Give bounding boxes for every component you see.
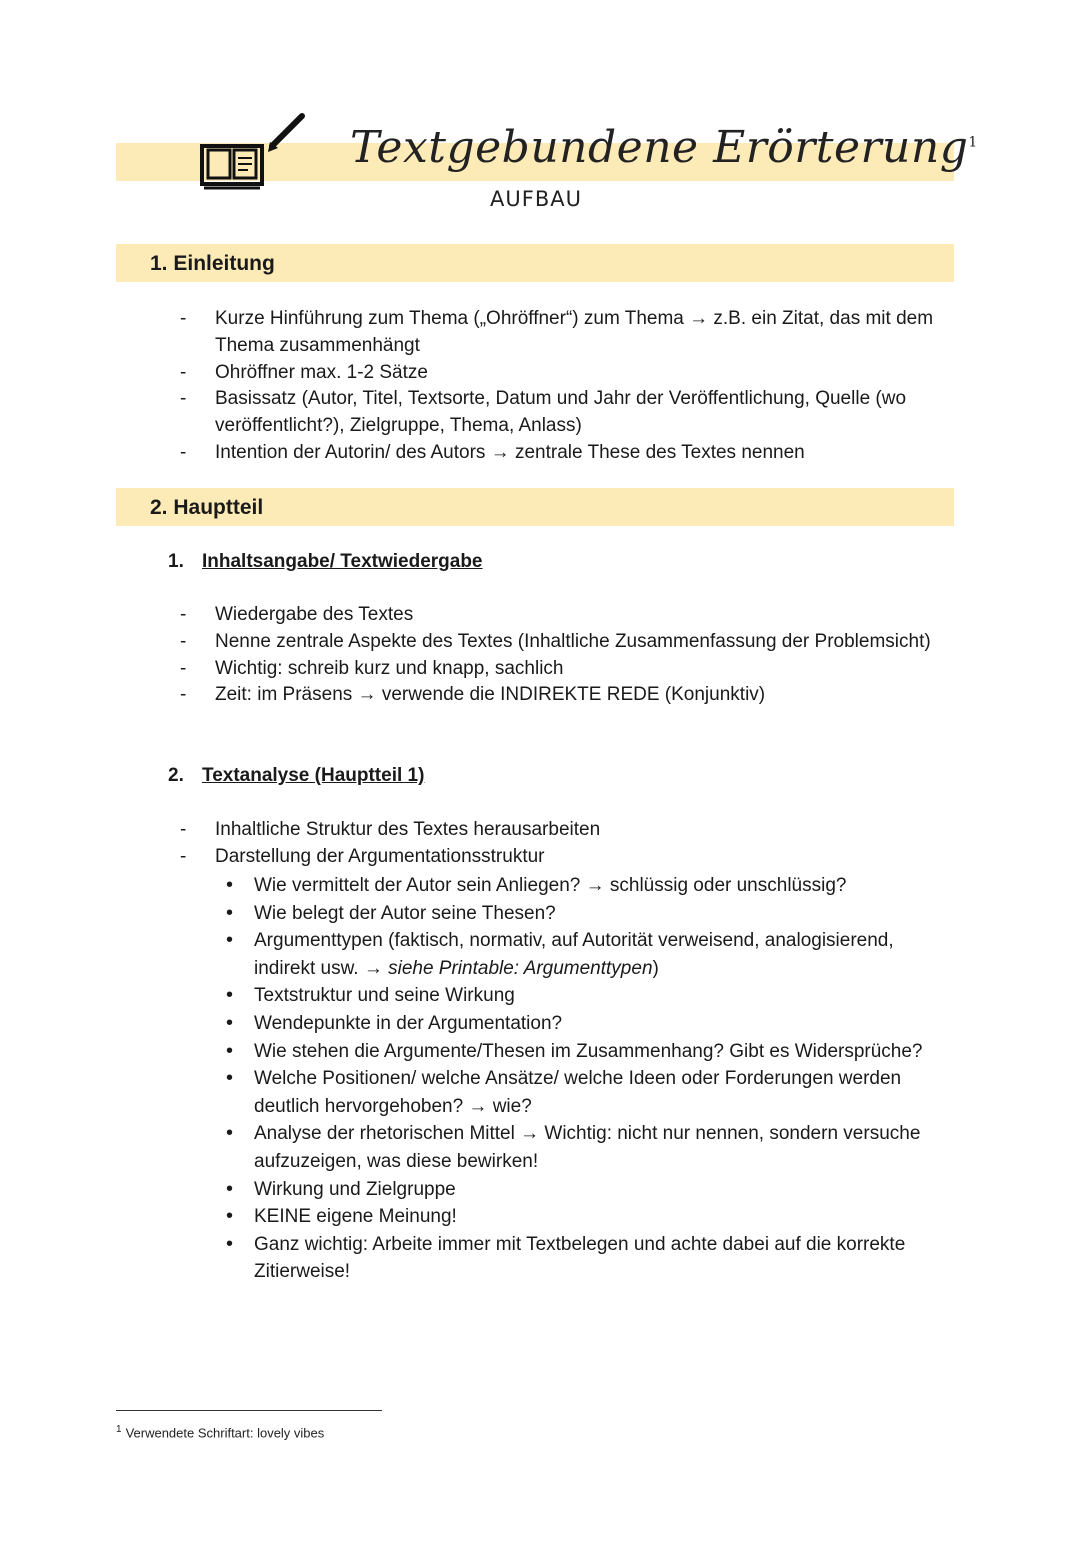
list-item: - Inhaltliche Struktur des Textes herausarbeiten: [180, 817, 950, 844]
bullet-item: • Ganz wichtig: Arbeite immer mit Textbelegen und achte dabei auf die korrekte Zitierweise!: [226, 1231, 956, 1286]
bullet-item: • Welche Positionen/ welche Ansätze/ welche Ideen oder Forderungen werden deutlich hervorgehoben? → wie?: [226, 1065, 956, 1120]
bullet-item: • Wie stehen die Argumente/Thesen im Zusammenhang? Gibt es Widersprüche?: [226, 1038, 956, 1066]
intro-list: [180, 306, 950, 467]
bullet-item: • Wirkung und Zielgruppe: [226, 1176, 956, 1204]
list-item: - Wiedergabe des Textes: [180, 602, 950, 629]
bullet-item: • Wie belegt der Autor seine Thesen?: [226, 900, 956, 928]
bullet-item: • KEINE eigene Meinung!: [226, 1203, 956, 1231]
section-title-intro: 1. Einleitung: [150, 252, 275, 275]
page-subtitle: AUFBAU: [490, 187, 582, 211]
book-pencil-icon: [198, 108, 308, 192]
page-title: Textgebundene Erörterung$^1$: [350, 122, 978, 173]
section-title-main: 2. Hauptteil: [150, 496, 264, 519]
footnote-divider: [116, 1410, 382, 1411]
bullet-item: • Argumenttypen (faktisch, normativ, auf Autorität verweisend, analogisierend, indirekt usw. → siehe Printable: Argumenttypen): [226, 927, 956, 982]
list-item: - Zeit: im Präsens → verwende die INDIREKTE REDE (Konjunktiv): [180, 682, 950, 709]
subsection-title-summary: 1. Inhaltsangabe/ Textwiedergabe: [168, 551, 483, 572]
footnote: $^1$ Verwendete Schriftart: lovely vibes: [116, 1424, 325, 1441]
bullet-item: • Wendepunkte in der Argumentation?: [226, 1010, 956, 1038]
list-item: - Basissatz (Autor, Titel, Textsorte, Datum und Jahr der Veröffentlichung, Quelle (wo veröffentlicht?), Zielgruppe, Thema, Anlass): [180, 386, 950, 440]
list-item: - Intention der Autorin/ des Autors → zentrale These des Textes nennen: [180, 440, 950, 467]
analysis-bullets: [226, 872, 956, 1286]
subsection-title-analysis: 2. Textanalyse (Hauptteil 1): [168, 765, 425, 786]
list-item: - Kurze Hinführung zum Thema („Ohröffner“) zum Thema → z.B. ein Zitat, das mit dem Thema zusammenhängt: [180, 306, 950, 360]
bullet-item: • Wie vermittelt der Autor sein Anliegen? → schlüssig oder unschlüssig?: [226, 872, 956, 900]
summary-list: [180, 602, 950, 709]
list-item: - Darstellung der Argumentationsstruktur: [180, 844, 950, 871]
list-item: - Ohröffner max. 1-2 Sätze: [180, 360, 950, 387]
bullet-item: • Textstruktur und seine Wirkung: [226, 982, 956, 1010]
list-item: - Wichtig: schreib kurz und knapp, sachlich: [180, 656, 950, 683]
list-item: - Nenne zentrale Aspekte des Textes (Inhaltliche Zusammenfassung der Problemsicht): [180, 629, 950, 656]
bullet-item: • Analyse der rhetorischen Mittel → Wichtig: nicht nur nennen, sondern versuche aufzuzeigen, was diese bewirken!: [226, 1120, 956, 1175]
analysis-list: [180, 817, 950, 871]
